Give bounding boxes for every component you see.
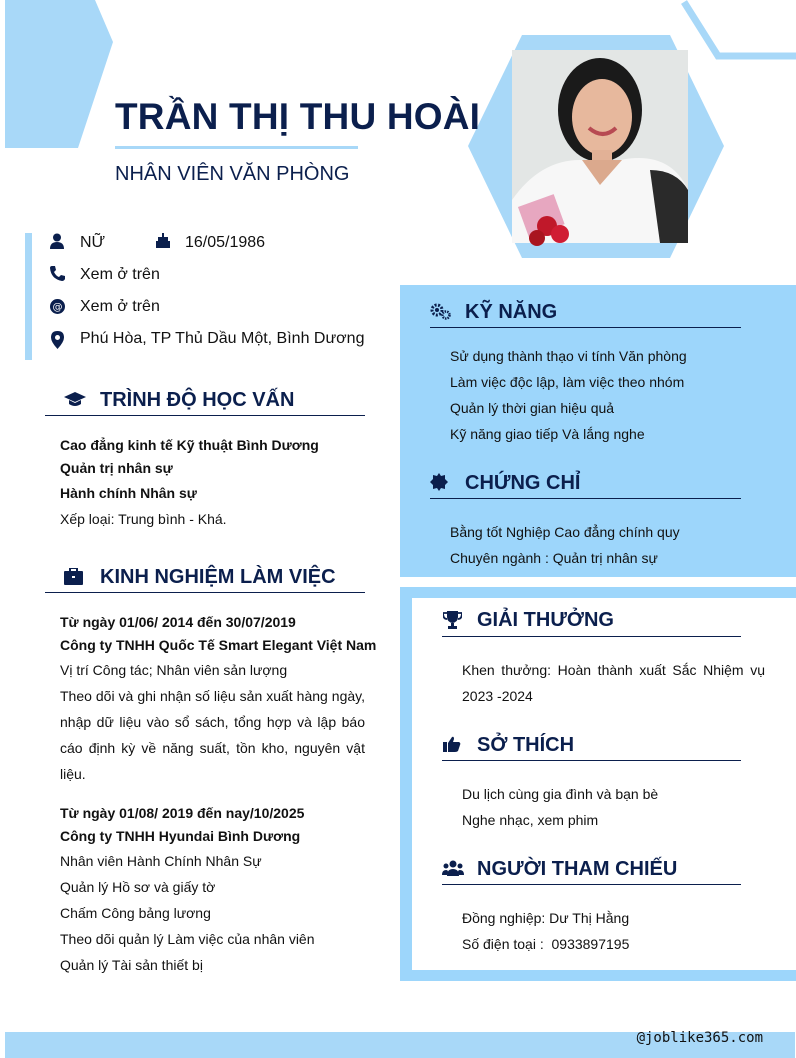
education-department: Hành chính Nhân sự bbox=[60, 485, 197, 501]
awards-heading: GIẢI THƯỞNG bbox=[477, 609, 614, 631]
certificates-heading: CHỨNG CHỈ bbox=[465, 472, 581, 494]
references-heading: NGƯỜI THAM CHIẾU bbox=[477, 858, 678, 880]
birthday-cake-icon bbox=[155, 232, 171, 249]
job2-task: Theo dõi quản lý Làm việc của nhân viên bbox=[60, 931, 315, 947]
awards-divider bbox=[442, 636, 741, 637]
job-title: NHÂN VIÊN VĂN PHÒNG bbox=[115, 163, 350, 185]
svg-text:@: @ bbox=[52, 302, 63, 313]
skills-divider bbox=[430, 327, 741, 328]
skill-item: Quản lý thời gian hiệu quả bbox=[450, 400, 615, 416]
profile-photo bbox=[512, 50, 688, 246]
users-group-icon bbox=[442, 860, 464, 876]
phone-icon bbox=[49, 265, 66, 282]
certificate-item: Bằng tốt Nghiệp Cao đẳng chính quy bbox=[450, 524, 680, 540]
gears-icon bbox=[430, 303, 452, 320]
certificates-divider bbox=[430, 498, 741, 499]
top-right-line bbox=[684, 2, 796, 56]
phone-value[interactable]: Xem ở trên bbox=[80, 266, 160, 283]
hobbies-divider bbox=[442, 760, 741, 761]
skill-item: Kỹ năng giao tiếp Và lắng nghe bbox=[450, 426, 645, 442]
reference-colleague: Đồng nghiệp: Dư Thị Hằng bbox=[462, 910, 630, 926]
experience-divider bbox=[45, 592, 365, 593]
birthday-value: 16/05/1986 bbox=[185, 234, 266, 251]
job2-task: Chấm Công bảng lương bbox=[60, 905, 211, 921]
skill-item: Làm việc độc lập, làm việc theo nhóm bbox=[450, 374, 685, 390]
email-value[interactable]: Xem ở trên bbox=[80, 298, 160, 315]
address-value: Phú Hòa, TP Thủ Dầu Một, Bình Dương bbox=[80, 330, 365, 347]
location-pin-icon bbox=[51, 331, 64, 349]
skills-heading: KỸ NĂNG bbox=[465, 301, 558, 323]
hobby-item: Du lịch cùng gia đình và bạn bè bbox=[462, 786, 659, 802]
job2-company: Công ty TNHH Hyundai Bình Dương bbox=[60, 828, 301, 844]
certificate-item: Chuyên ngành : Quản trị nhân sự bbox=[450, 550, 658, 566]
top-left-shape bbox=[5, 0, 113, 148]
certificate-badge-icon bbox=[430, 473, 448, 491]
graduation-cap-icon bbox=[64, 392, 86, 408]
education-grade: Xếp loại: Trung bình - Khá. bbox=[60, 511, 227, 527]
job1-desc-line: Theo dõi và ghi nhận số liệu sản xuất hàng ngày, bbox=[60, 688, 365, 704]
name-underline bbox=[115, 146, 358, 149]
job2-task: Quản lý Tài sản thiết bị bbox=[60, 957, 203, 973]
job1-position: Vị trí Công tác; Nhân viên sản lượng bbox=[60, 662, 288, 678]
award-line: Khen thưởng: Hoàn thành xuất Sắc Nhiệm vụ bbox=[462, 662, 765, 678]
education-major: Quản trị nhân sự bbox=[60, 460, 173, 476]
job1-desc-line: liệu. bbox=[60, 766, 86, 782]
job2-task: Nhân viên Hành Chính Nhân Sự bbox=[60, 853, 262, 869]
job2-task: Quản lý Hồ sơ và giấy tờ bbox=[60, 879, 216, 895]
reference-phone: Số điện toại : 0933897195 bbox=[462, 936, 630, 952]
briefcase-icon bbox=[64, 568, 83, 585]
candidate-name: TRẦN THỊ THU HOÀI bbox=[115, 96, 481, 137]
experience-heading: KINH NGHIỆM LÀM VIỆC bbox=[100, 566, 336, 588]
job2-period: Từ ngày 01/08/ 2019 đến nay/10/2025 bbox=[60, 805, 305, 821]
job1-desc-line: cáo định kỳ về năng suất, tồn kho, nguyên vật bbox=[60, 740, 365, 756]
trophy-icon bbox=[443, 611, 462, 629]
education-heading: TRÌNH ĐỘ HỌC VẤN bbox=[100, 389, 295, 411]
hobbies-heading: SỞ THÍCH bbox=[477, 734, 575, 756]
hobby-item: Nghe nhạc, xem phim bbox=[462, 812, 599, 828]
references-divider bbox=[442, 884, 741, 885]
person-icon bbox=[50, 233, 64, 249]
gender-value: NỮ bbox=[80, 234, 106, 251]
decorative-shapes bbox=[0, 0, 796, 300]
thumbs-up-icon bbox=[443, 736, 461, 752]
contact-accent-bar bbox=[25, 233, 32, 360]
email-at-icon bbox=[50, 299, 65, 314]
education-divider bbox=[45, 415, 365, 416]
education-school: Cao đẳng kinh tế Kỹ thuật Bình Dương bbox=[60, 437, 319, 453]
job1-desc-line: nhập dữ liệu vào sổ sách, tổng hợp và lập báo bbox=[60, 714, 365, 730]
skill-item: Sử dụng thành thạo vi tính Văn phòng bbox=[450, 348, 687, 364]
job1-period: Từ ngày 01/06/ 2014 đến 30/07/2019 bbox=[60, 614, 296, 630]
award-line: 2023 -2024 bbox=[462, 688, 533, 704]
footer-watermark: @joblike365.com bbox=[636, 1030, 763, 1046]
job1-company: Công ty TNHH Quốc Tế Smart Elegant Việt Nam bbox=[60, 637, 377, 653]
